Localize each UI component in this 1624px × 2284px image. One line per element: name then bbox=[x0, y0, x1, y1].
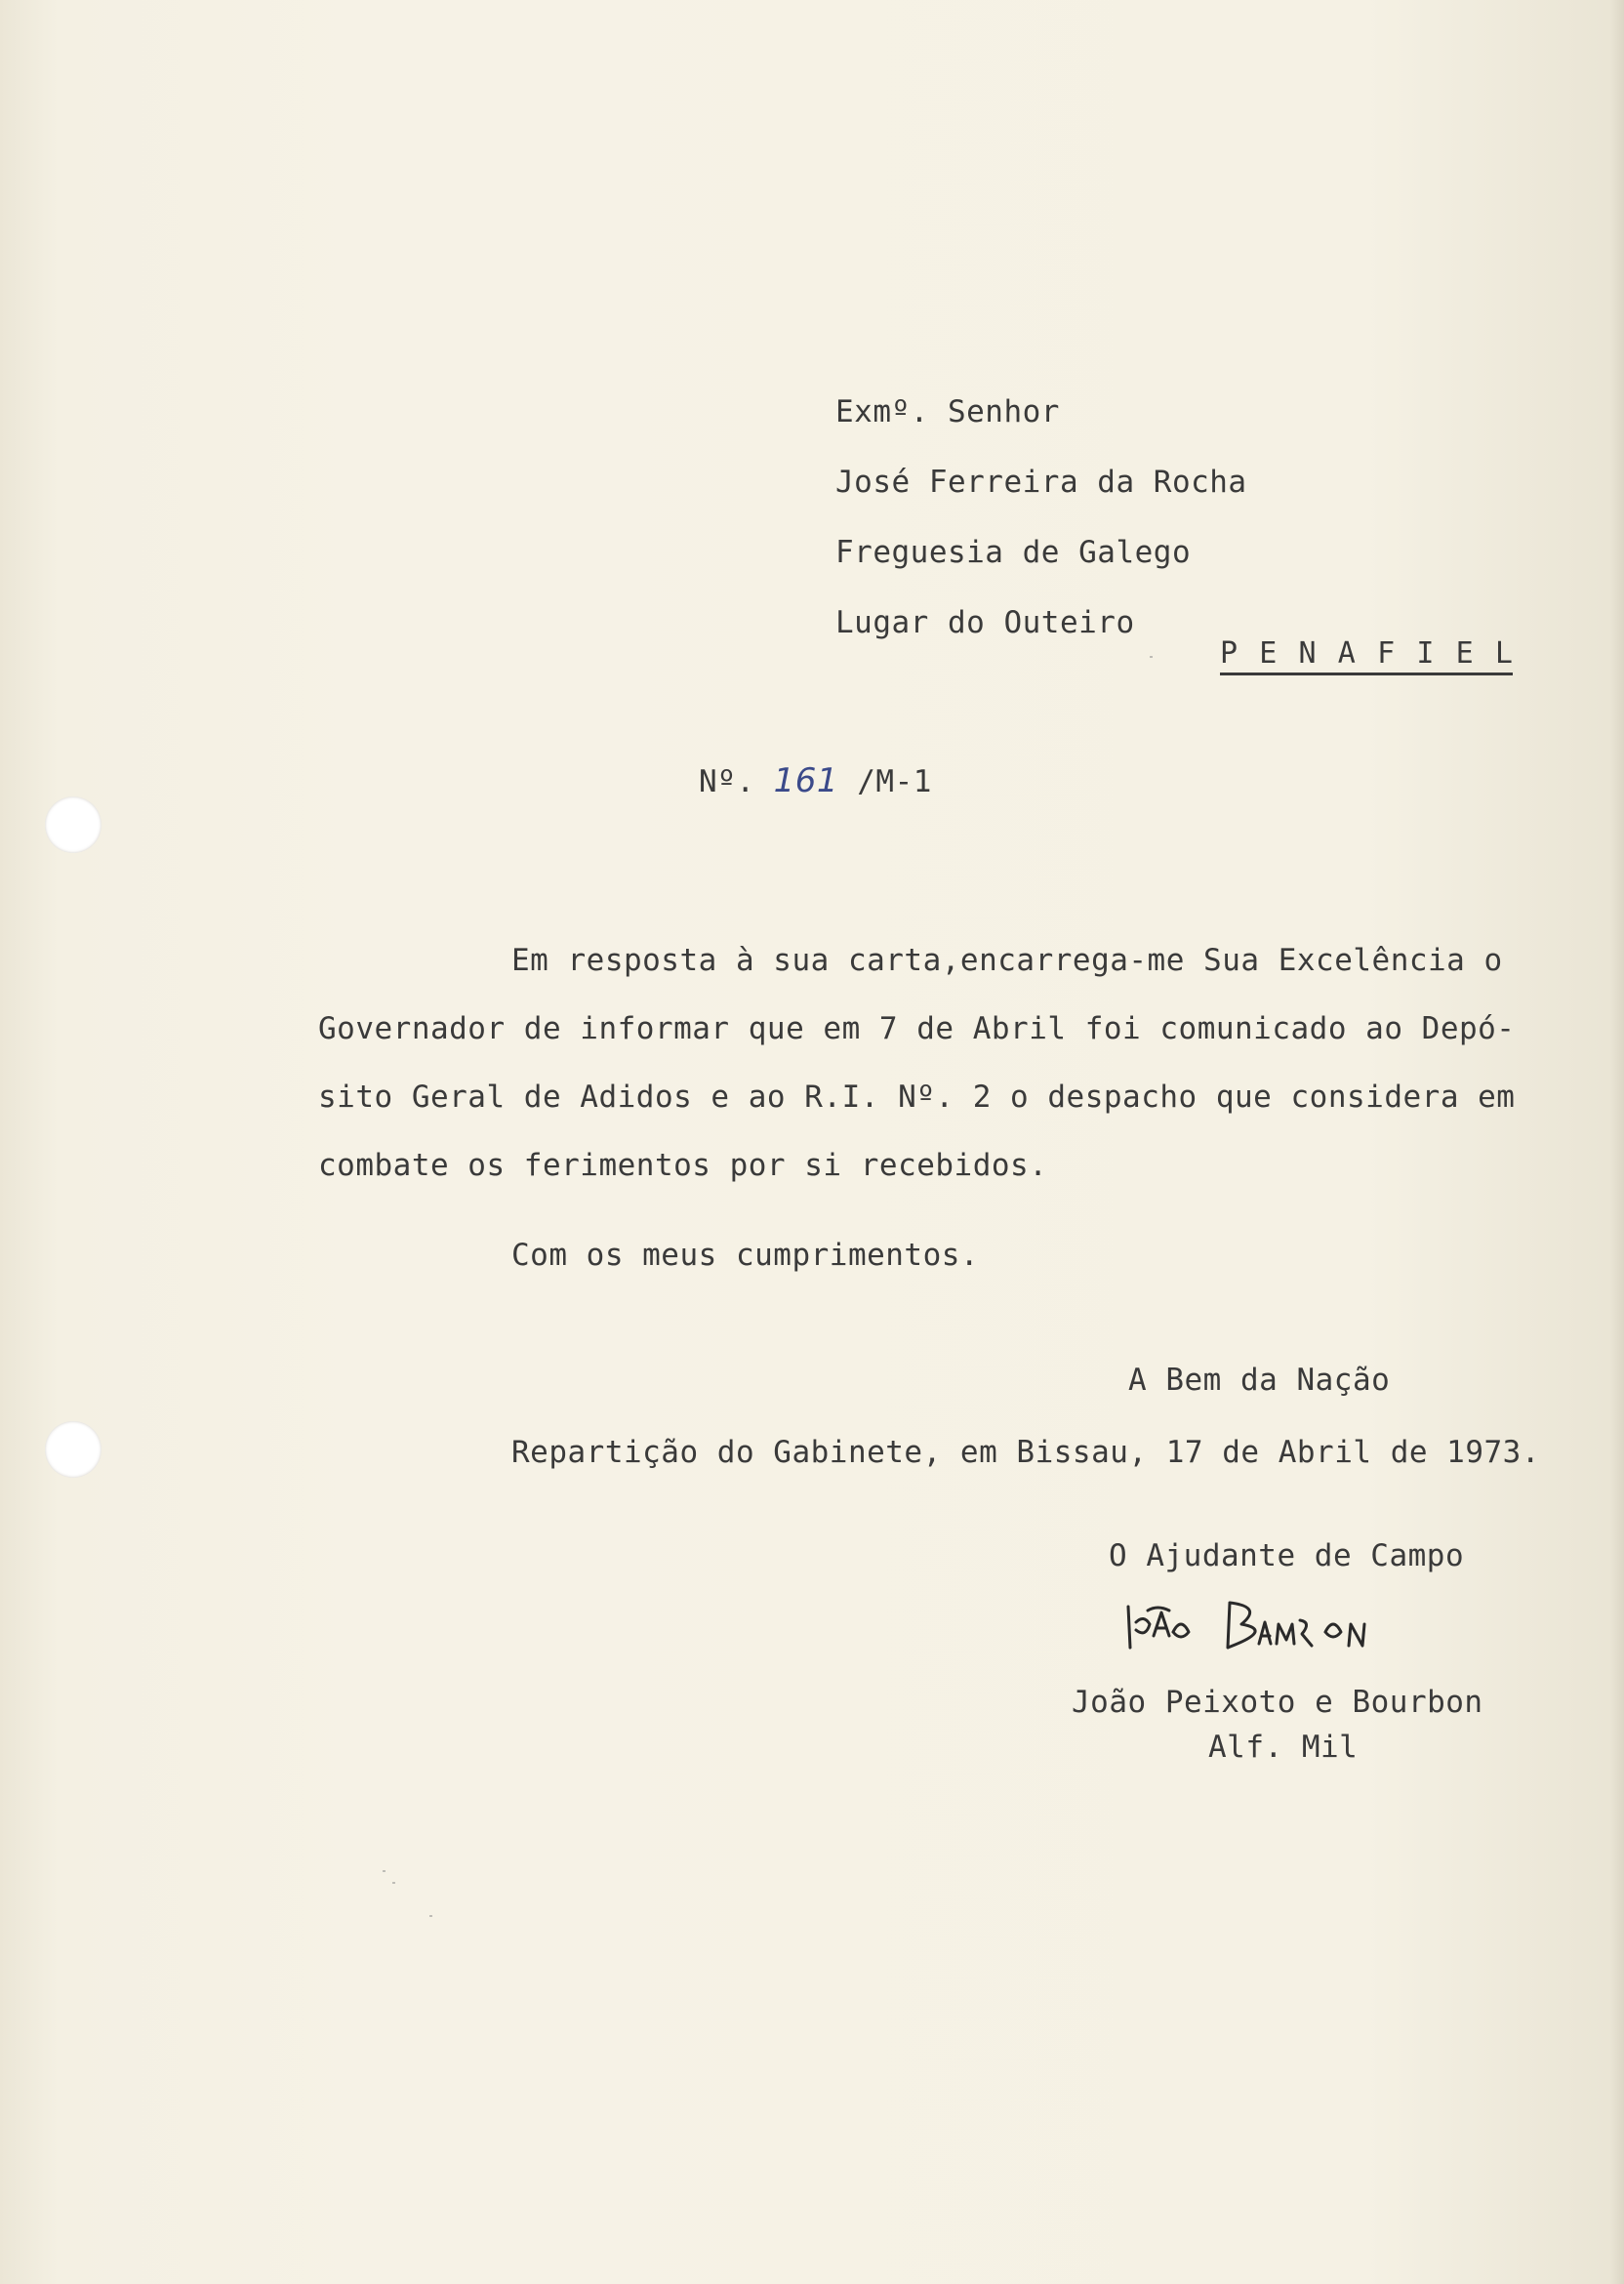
paper-speck bbox=[429, 1915, 432, 1917]
city-letter: E bbox=[1259, 636, 1278, 671]
recipient-salutation: Exmº. Senhor bbox=[835, 394, 1060, 429]
place-date: Repartição do Gabinete, em Bissau, 17 de Abril de 1973. bbox=[511, 1435, 1540, 1470]
paper-speck bbox=[383, 1870, 386, 1872]
reference-number-handwritten: 161 bbox=[773, 761, 839, 800]
city-letter: L bbox=[1494, 636, 1513, 671]
recipient-place: Lugar do Outeiro bbox=[835, 605, 1135, 640]
reference-prefix: Nº. bbox=[699, 764, 755, 799]
punch-hole-bottom bbox=[45, 1421, 102, 1478]
punch-hole-top bbox=[45, 796, 102, 853]
city-letter: P bbox=[1220, 636, 1238, 671]
body-line-4: combate os ferimentos por si recebidos. bbox=[318, 1148, 1048, 1183]
city-letter: F bbox=[1377, 636, 1396, 671]
city-letter: I bbox=[1416, 636, 1435, 671]
body-line-1: Em resposta à sua carta,encarrega-me Sua Excelência o bbox=[511, 943, 1503, 978]
reference-line bbox=[699, 761, 932, 800]
recipient-parish: Freguesia de Galego bbox=[835, 535, 1192, 570]
motto: A Bem da Nação bbox=[1128, 1363, 1391, 1398]
closing-line: Com os meus cumprimentos. bbox=[511, 1238, 980, 1273]
signer-rank: Alf. Mil bbox=[1208, 1730, 1359, 1765]
paper-speck bbox=[1150, 656, 1153, 658]
body-line-3: sito Geral de Adidos e ao R.I. Nº. 2 o despacho que considera em bbox=[318, 1080, 1516, 1115]
page-edge-shadow bbox=[1610, 0, 1624, 2284]
reference-suffix: /M-1 bbox=[857, 764, 932, 799]
recipient-city bbox=[1220, 636, 1513, 675]
paper-speck bbox=[392, 1882, 395, 1884]
recipient-name: José Ferreira da Rocha bbox=[835, 465, 1247, 500]
signer-name: João Peixoto e Bourbon bbox=[1072, 1685, 1483, 1720]
city-letter: N bbox=[1298, 636, 1317, 671]
body-line-2: Governador de informar que em 7 de Abril foi comunicado ao Depó- bbox=[318, 1011, 1516, 1046]
signer-role: O Ajudante de Campo bbox=[1109, 1538, 1465, 1573]
city-letter: E bbox=[1455, 636, 1474, 671]
city-letter: A bbox=[1337, 636, 1356, 671]
handwritten-signature bbox=[1122, 1593, 1415, 1661]
